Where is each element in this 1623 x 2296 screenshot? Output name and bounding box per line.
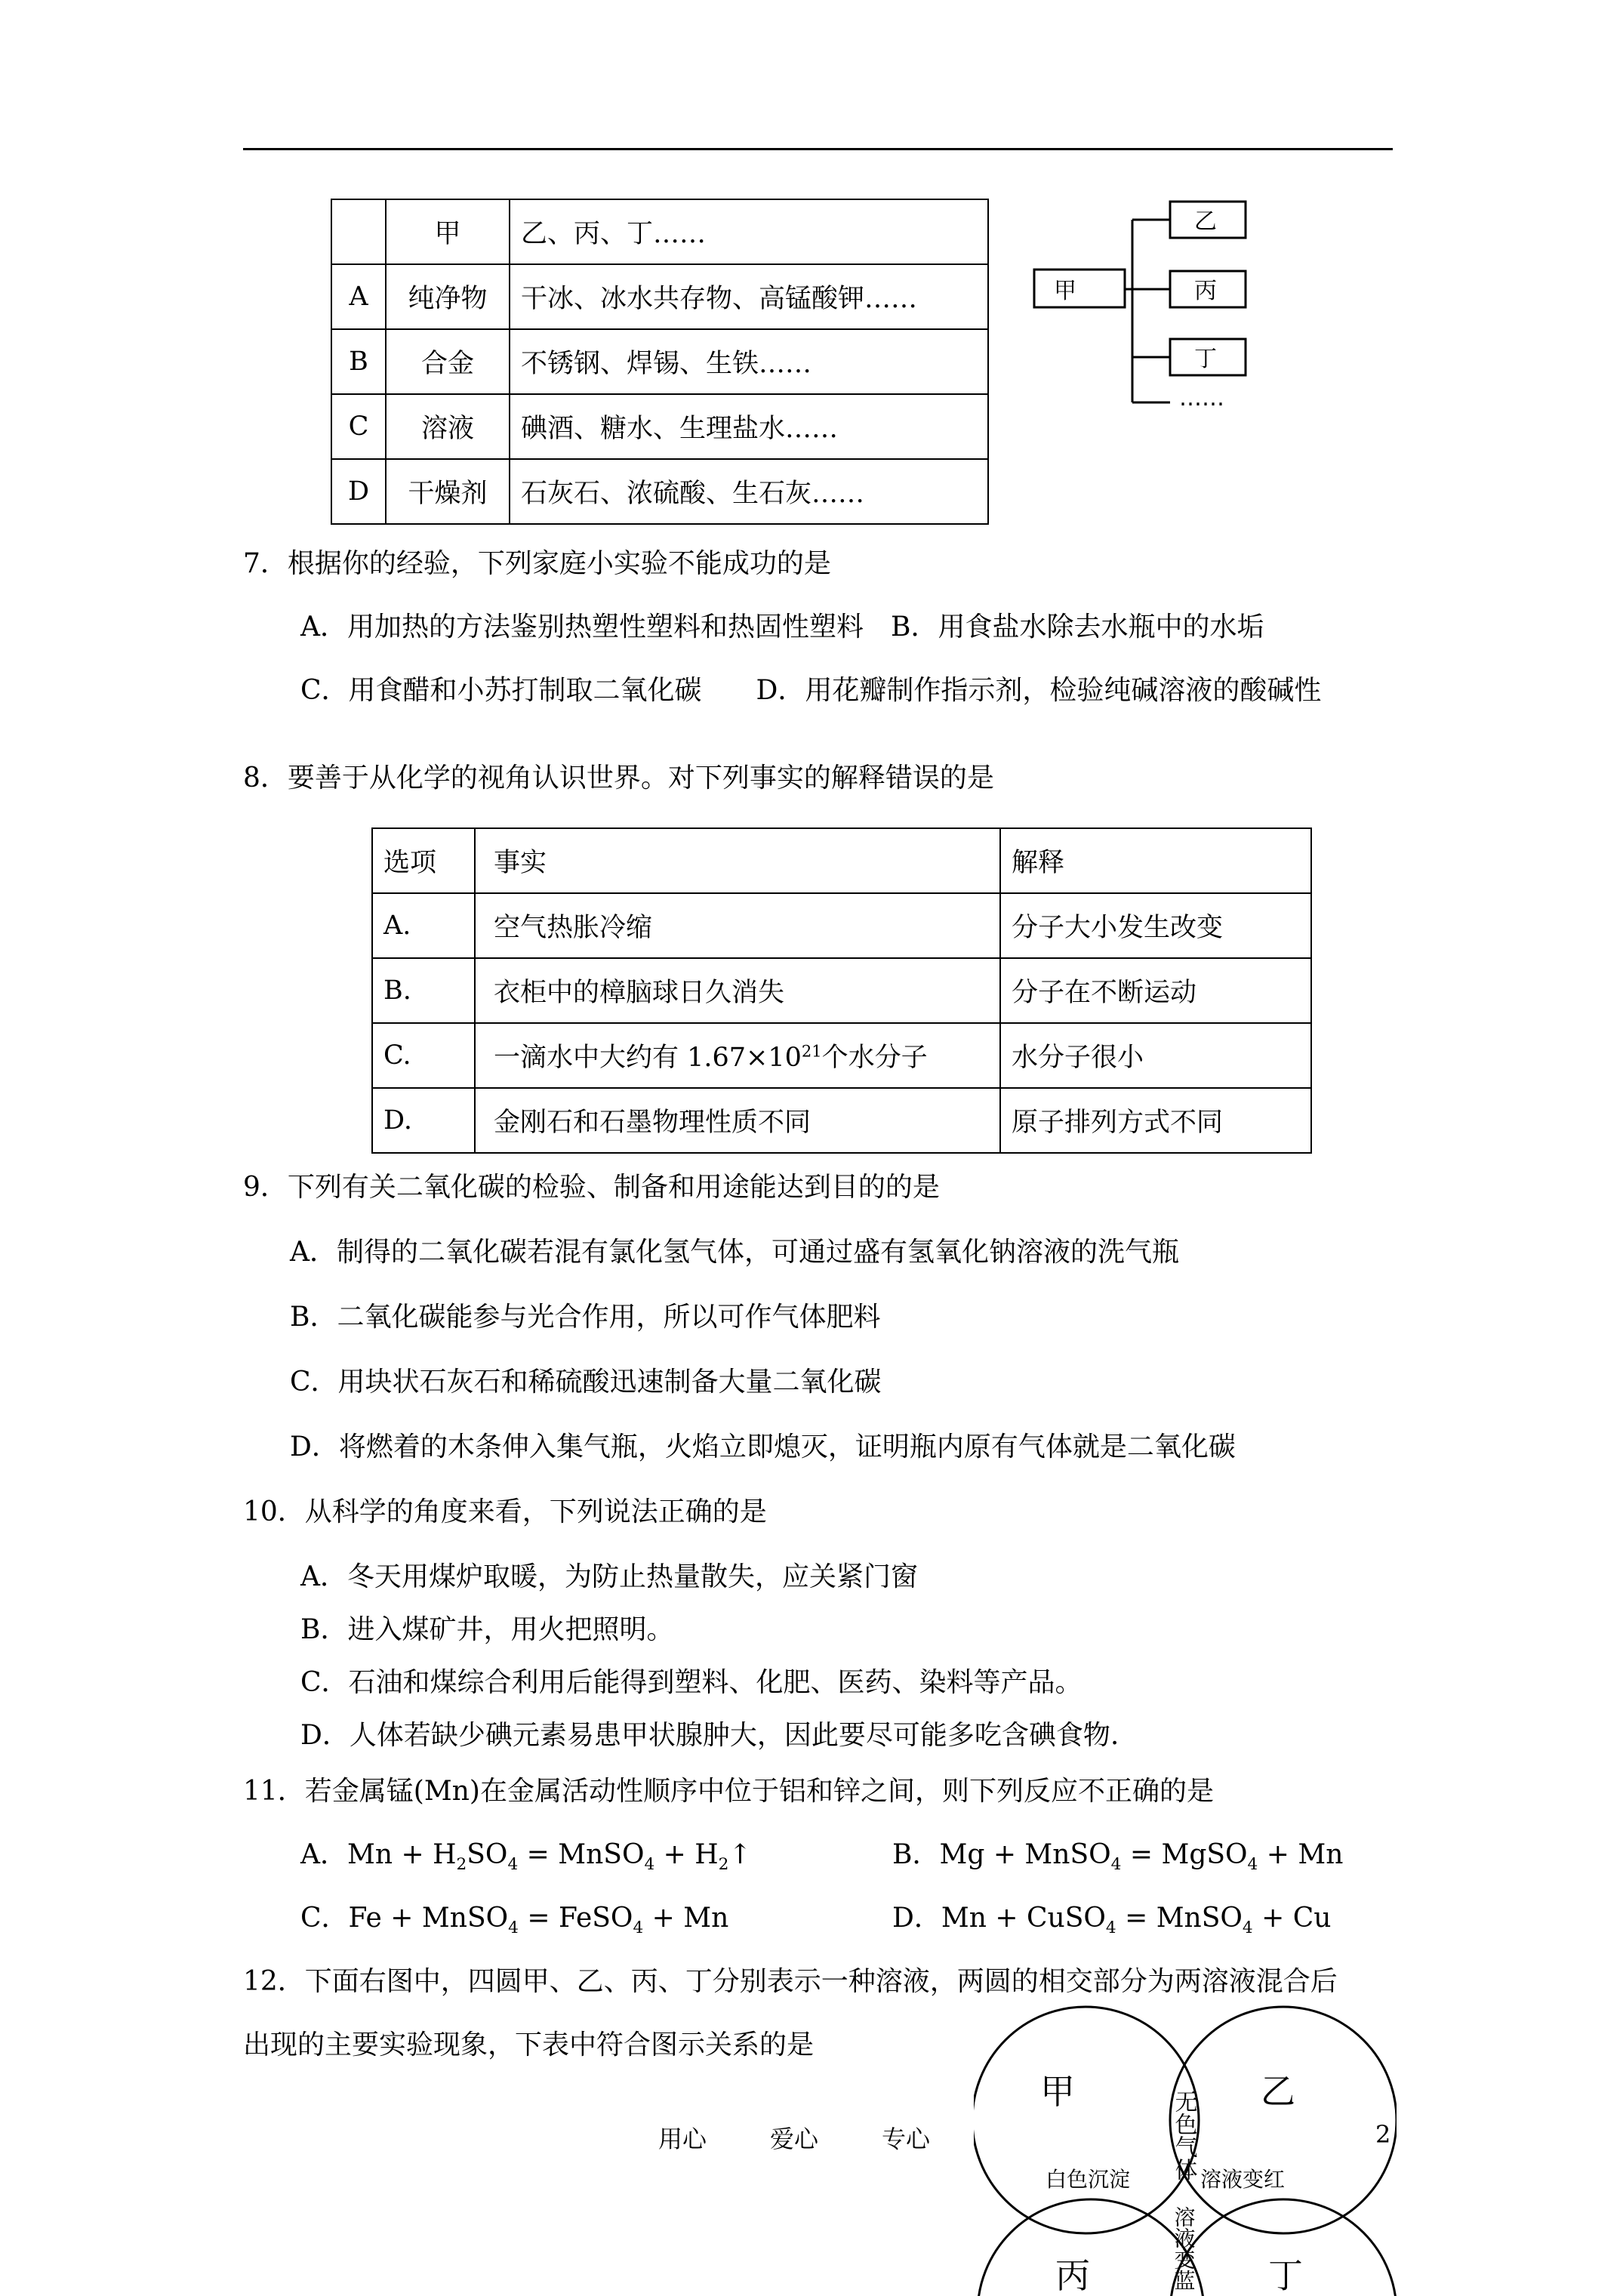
q12-stem-line2: 出现的主要实验现象，下表中符合图示关系的是: [243, 2029, 815, 2060]
table-cell: 乙、丙、丁……: [510, 199, 988, 264]
q7-option-ab: A．用加热的方法鉴别热塑性塑料和热固性塑料 B．用食盐水除去水瓶中的水垢: [300, 612, 1264, 643]
q7-stem: 7．根据你的经验，下列家庭小实验不能成功的是: [243, 548, 831, 579]
table-cell: B: [331, 329, 386, 394]
q6-tree-diagram: [1027, 193, 1268, 419]
table-cell: A.: [372, 893, 475, 958]
venn-overlap-jia-bing: 白色沉淀: [1046, 2167, 1131, 2192]
q7-option-cd: C．用食醋和小苏打制取二氧化碳 D．用花瓣制作指示剂，检验纯碱溶液的酸碱性: [300, 675, 1322, 706]
venn-overlap-yi-ding: 溶液变红: [1200, 2167, 1286, 2192]
option-label: C．: [300, 1903, 349, 1934]
tree-node-label: 甲: [1054, 278, 1076, 304]
table-cell: D.: [372, 1088, 475, 1153]
q10-option-a: A．冬天用煤炉取暖，为防止热量散失，应关紧门窗: [300, 1561, 918, 1592]
footer-text: 爱心: [770, 2125, 819, 2153]
q12-stem-line1: 12．下面右图中，四圆甲、乙、丙、丁分别表示一种溶液，两圆的相交部分为两溶液混合后: [243, 1966, 1338, 1997]
table-cell: 溶液: [386, 394, 510, 459]
table-cell: 水分子很小: [1000, 1023, 1311, 1088]
table-cell: 碘酒、糖水、生理盐水……: [510, 394, 988, 459]
table-cell: 解释: [1000, 828, 1311, 893]
table-cell: 金刚石和石墨物理性质不同: [475, 1088, 1000, 1153]
table-cell: 干燥剂: [386, 459, 510, 524]
fact-text: 一滴水中大约有 1.67×10: [494, 1043, 802, 1073]
table-row: [331, 459, 988, 524]
q10-option-b: B．进入煤矿井，用火把照明。: [300, 1614, 674, 1645]
table-row: [372, 1088, 1311, 1153]
table-row: [331, 394, 988, 459]
q10-stem: 10．从科学的角度来看，下列说法正确的是: [243, 1496, 767, 1527]
q11-option-c: C．Fe + MnSO$_4$ = FeSO$_4$ + Mn: [300, 1903, 729, 1938]
tree-node-root: [1034, 270, 1125, 307]
q11-stem: 11．若金属锰(Mn)在金属活动性顺序中位于铝和锌之间，则下列反应不正确的是: [243, 1776, 1214, 1807]
table-cell: 干冰、冰水共存物、高锰酸钾……: [510, 264, 988, 329]
q9-option-c: C．用块状石灰石和稀硫酸迅速制备大量二氧化碳: [290, 1367, 882, 1398]
venn-circle-bing: [978, 2199, 1204, 2296]
table-cell: 甲: [386, 199, 510, 264]
venn-overlap-bing-ding: 溶液变蓝: [1171, 2206, 1196, 2291]
option-label: A．: [300, 1839, 347, 1870]
table-cell: 合金: [386, 329, 510, 394]
table-cell: 分子大小发生改变: [1000, 893, 1311, 958]
table-header-row: [331, 199, 988, 264]
exponent: 21: [801, 1042, 822, 1061]
table-cell: 原子排列方式不同: [1000, 1088, 1311, 1153]
table-row: [372, 1023, 1311, 1088]
tree-more-label: ……: [1179, 385, 1224, 411]
venn-label-ding: 丁: [1268, 2255, 1303, 2296]
table-row: [372, 958, 1311, 1023]
venn-label-jia: 甲: [1040, 2071, 1075, 2112]
table-cell: 衣柜中的樟脑球日久消失: [475, 958, 1000, 1023]
footer-text: 用心: [658, 2125, 707, 2153]
venn-overlap-jia-yi: 无色气体: [1170, 2090, 1197, 2180]
fact-text: 个水分子: [821, 1043, 928, 1073]
table-cell: 空气热胀冷缩: [475, 893, 1000, 958]
q9-option-b: B．二氧化碳能参与光合作用，所以可作气体肥料: [290, 1302, 881, 1333]
venn-label-yi: 乙: [1261, 2071, 1295, 2112]
option-label: D．: [892, 1903, 941, 1934]
table-cell: C.: [372, 1023, 475, 1088]
q8-facts-table: [371, 827, 1312, 1154]
table-cell: A: [331, 264, 386, 329]
q11-option-a: A．$Mn + H_2SO_4$ = MnSO$_4$ + $H_2↑$: [300, 1839, 752, 1875]
q11-option-b: B．Mg + MnSO$_4$ = MgSO$_4$ + Mn: [892, 1839, 1344, 1875]
table-cell: 分子在不断运动: [1000, 958, 1311, 1023]
table-cell: [331, 199, 386, 264]
tree-node-label: 丁: [1194, 346, 1217, 372]
page-number: 2: [1375, 2120, 1391, 2149]
table-cell: 事实: [475, 828, 1000, 893]
table-row: [331, 264, 988, 329]
table-cell: C: [331, 394, 386, 459]
table-row: [331, 329, 988, 394]
table-cell: 石灰石、浓硫酸、生石灰……: [510, 459, 988, 524]
table-cell: 纯净物: [386, 264, 510, 329]
table-row: [372, 893, 1311, 958]
table-cell: D: [331, 459, 386, 524]
q10-option-d: D．人体若缺少碘元素易患甲状腺肿大，因此要尽可能多吃含碘食物.: [300, 1720, 1119, 1751]
q10-option-c: C．石油和煤综合利用后能得到塑料、化肥、医药、染料等产品。: [300, 1667, 1083, 1698]
tree-node-label: 乙: [1194, 208, 1217, 235]
q8-stem: 8．要善于从化学的视角认识世界。对下列事实的解释错误的是: [243, 763, 994, 794]
table-cell: 不锈钢、焊锡、生铁……: [510, 329, 988, 394]
footer-text: 专心: [882, 2125, 931, 2153]
q9-stem: 9．下列有关二氧化碳的检验、制备和用途能达到目的的是: [243, 1172, 940, 1203]
table-header-row: [372, 828, 1311, 893]
q9-option-a: A．制得的二氧化碳若混有氯化氢气体，可通过盛有氢氧化钠溶液的洗气瓶: [290, 1237, 1179, 1268]
header-rule: [243, 148, 1393, 150]
tree-node-label: 丙: [1194, 278, 1217, 304]
table-cell: B.: [372, 958, 475, 1023]
venn-label-bing: 丙: [1055, 2255, 1090, 2296]
q9-option-d: D．将燃着的木条伸入集气瓶，火焰立即熄灭，证明瓶内原有气体就是二氧化碳: [290, 1432, 1236, 1462]
q6-classification-table: [331, 199, 989, 525]
table-cell: 选项: [372, 828, 475, 893]
option-label: B．: [892, 1839, 940, 1870]
table-cell: [475, 1023, 1000, 1088]
q11-option-d: D．Mn + CuSO$_4$ = MnSO$_4$ + Cu: [892, 1903, 1332, 1938]
q12-venn-diagram: [974, 1999, 1397, 2296]
